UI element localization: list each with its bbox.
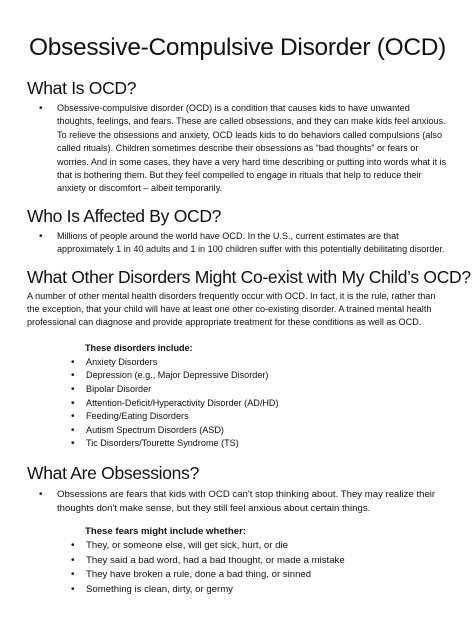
list-item: • They have broken a rule, done a bad thing, or sinned — [27, 568, 448, 583]
list-item: • Obsessive-compulsive disorder (OCD) is a condition that causes kids to have unwanted thoughts, feelings, and fears. These are called obsessions, and they can make kids feel anxious. To relieve the obsessions and anxiety, OCD leads kids to do behaviors called compulsions (also called rituals). Children sometimes describe their obsessions as “bad thoughts” or fears or worries. And in some cases, they have a very hard time describing or putting into words what it is that is bothering them. But they feel compelled to engage in rituals that help to reduce their anxiety or discomfort – albeit temporarily. — [27, 102, 448, 196]
list-item: • Feeding/Eating Disorders — [27, 410, 448, 424]
list-item: • Autism Spectrum Disorders (ASD) — [27, 424, 448, 438]
list-item: • Millions of people around the world have OCD. In the U.S., current estimates are that approximately 1 in 40 adults and 1 in 100 children suffer with this potentially debilitating disorder. — [27, 230, 448, 257]
what-is-ocd-list — [27, 102, 448, 196]
disorders-include-label: These disorders include: — [85, 342, 193, 353]
list-item: • Depression (e.g., Major Depressive Disorder) — [27, 369, 448, 383]
section-heading-other-disorders: What Other Disorders Might Co-exist with My Child’s OCD? — [27, 266, 471, 287]
fears-list — [27, 539, 448, 597]
disorders-list — [27, 356, 448, 451]
list-item: • Attention-Deficit/Hyperactivity Disorder (AD/HD) — [27, 397, 448, 411]
list-item: • Tic Disorders/Tourette Syndrome (TS) — [27, 437, 448, 451]
obsessions-list — [27, 488, 448, 516]
other-disorders-paragraph: A number of other mental health disorders frequently occur with OCD. In fact, it is the rule, rather than the exception, that your child will have at least one other co-existing disorder. A trained mental health professional can diagnose and provide appropriate treatment for these conditions as well as OCD. — [27, 290, 436, 328]
list-item: • They, or someone else, will get sick, hurt, or die — [27, 539, 448, 554]
section-heading-what-is-ocd: What Is OCD? — [27, 78, 137, 98]
list-item: • Obsessions are fears that kids with OCD can't stop thinking about. They may realize their thoughts don't make sense, but they still feel anxious about certain things. — [27, 488, 448, 516]
who-is-affected-list — [27, 230, 448, 257]
section-heading-who-is-affected: Who Is Affected By OCD? — [27, 205, 222, 226]
fears-include-label: These fears might include whether: — [85, 526, 246, 538]
list-item: • Anxiety Disorders — [27, 356, 448, 370]
list-item: • Bipolar Disorder — [27, 383, 448, 397]
list-item: • They said a bad word, had a bad thought, or made a mistake — [27, 554, 448, 569]
section-heading-obsessions: What Are Obsessions? — [27, 463, 199, 484]
page-title: Obsessive-Compulsive Disorder (OCD) — [29, 34, 446, 61]
list-item: • Something is clean, dirty, or germy — [27, 583, 448, 598]
